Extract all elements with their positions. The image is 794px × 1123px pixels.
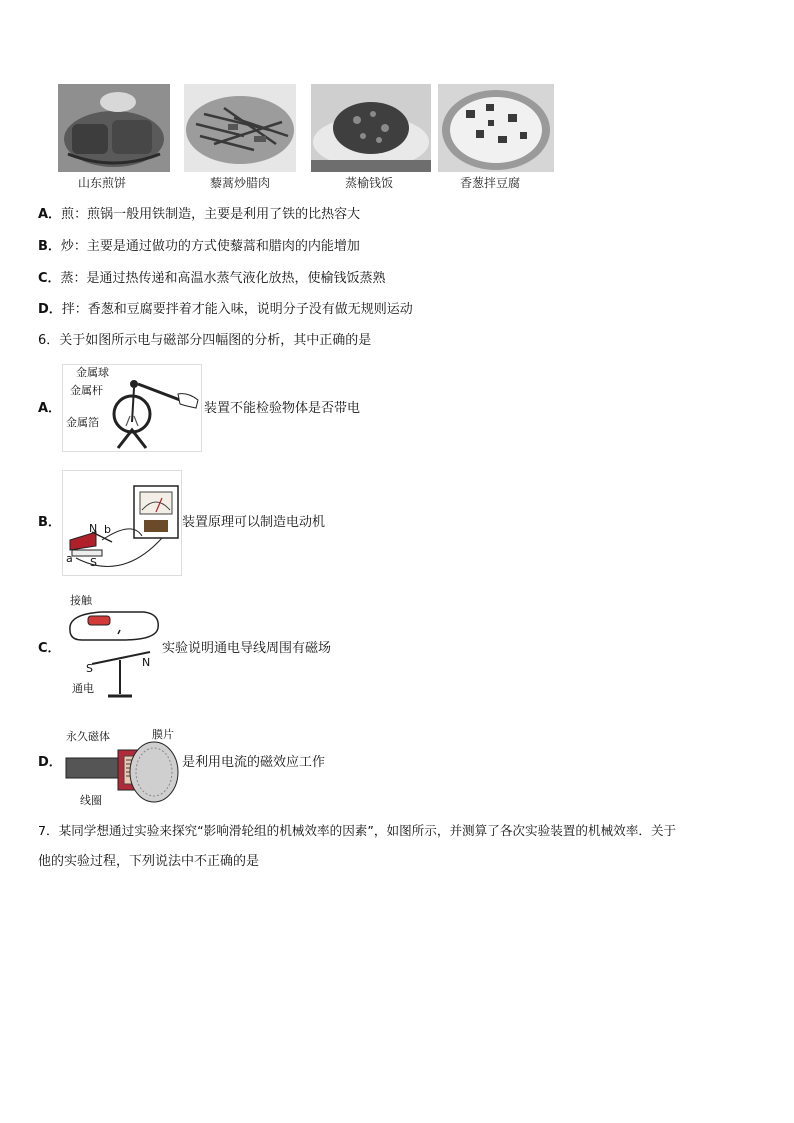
- photo-stirfry-wormwood: [184, 84, 296, 172]
- label-n-pole: N: [89, 522, 98, 535]
- oersted-figure: [62, 590, 162, 700]
- q5-option-d: [38, 301, 413, 319]
- q5-option-b: [38, 238, 360, 256]
- q6-option-b-letter: B．: [38, 515, 61, 530]
- q6-stem: 6．关于如图所示电与磁部分四幅图的分析，其中正确的是: [38, 333, 372, 348]
- q5-option-a: [38, 206, 360, 224]
- label-a: a: [66, 552, 73, 565]
- q6-option-d-text: 是利用电流的磁效应工作: [182, 755, 326, 770]
- label-n-pole: N: [142, 656, 151, 669]
- q7-stem-line1: 7．某同学想通过实验来探究“影响滑轮组的机械效率的因素”，如图所示，并测算了各次实验装置的机械效率．关于: [38, 823, 677, 838]
- label-s-pole: S: [90, 556, 97, 569]
- q6-option-c-letter: C．: [38, 641, 61, 656]
- option-text: 炒：主要是通过做功的方式使藜蒿和腊肉的内能增加: [60, 239, 360, 254]
- q7-stem-line2: 他的实验过程，下列说法中不正确的是: [38, 854, 260, 869]
- photo-caption: 香葱拌豆腐: [460, 176, 521, 190]
- photo-caption: 藜蒿炒腊肉: [210, 176, 271, 190]
- q5-option-c: [38, 270, 386, 288]
- photo-tofu-scallion: [438, 84, 554, 172]
- option-letter: C．: [38, 271, 61, 286]
- q6-option-a-text: 装置不能检验物体是否带电: [204, 401, 361, 416]
- label-power-on: 通电: [72, 682, 94, 695]
- microphone-figure: [62, 724, 182, 808]
- photo-caption: 山东煎饼: [78, 176, 127, 190]
- q6-option-b-text: 装置原理可以制造电动机: [182, 515, 326, 530]
- label-diaphragm: 膜片: [152, 728, 174, 741]
- q6-option-a-letter: A．: [38, 401, 62, 416]
- induction-figure: [62, 470, 182, 576]
- label-metal-ball: 金属球: [76, 366, 109, 379]
- label-b: b: [104, 523, 111, 536]
- option-letter: A．: [38, 207, 62, 222]
- label-metal-foil: 金属箔: [66, 416, 99, 429]
- option-letter: D．: [38, 302, 62, 317]
- photo-caption: 蒸榆钱饭: [345, 176, 394, 190]
- photo-steamed-elm-rice: [311, 84, 431, 172]
- option-text: 蒸：是通过热传递和高温水蒸气液化放热，使榆钱饭蒸熟: [60, 271, 386, 286]
- label-s-pole: S: [86, 662, 93, 675]
- option-letter: B．: [38, 239, 61, 254]
- q6-option-c-text: 实验说明通电导线周围有磁场: [162, 641, 332, 656]
- label-permanent-magnet: 永久磁体: [66, 730, 110, 743]
- label-coil: 线圈: [80, 794, 102, 807]
- label-contact: 接触: [70, 594, 92, 607]
- label-metal-rod: 金属杆: [70, 384, 103, 397]
- electroscope-figure: [62, 364, 202, 452]
- photo-shandong-pancake: [58, 84, 170, 172]
- option-text: 煎：煎锅一般用铁制造，主要是利用了铁的比热容大: [61, 207, 361, 222]
- option-text: 拌：香葱和豆腐要拌着才能入味，说明分子没有做无规则运动: [61, 302, 413, 317]
- q6-option-d-letter: D．: [38, 755, 62, 770]
